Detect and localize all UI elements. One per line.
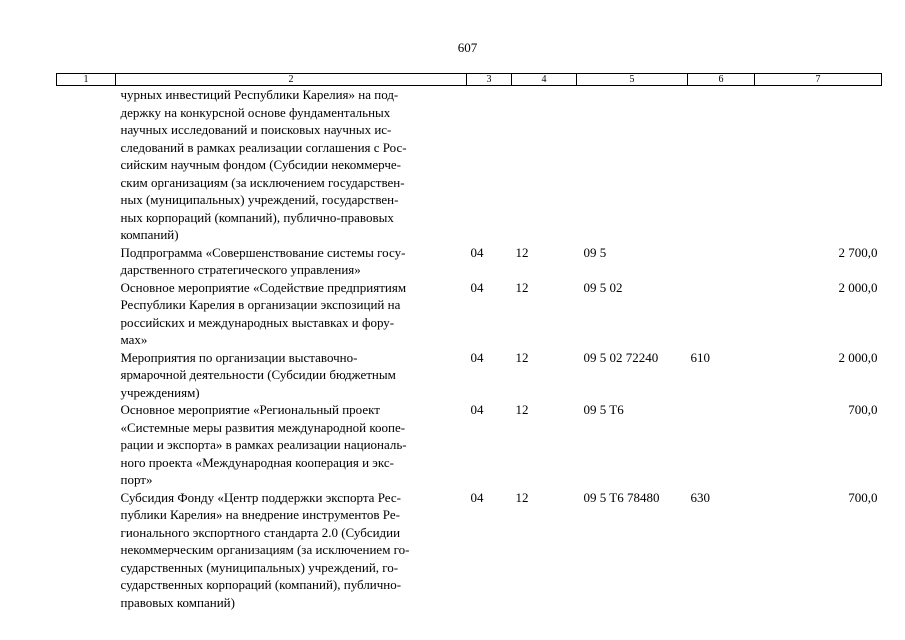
row-col-1 [57,401,116,489]
table-row [57,401,882,489]
header-col-7: 7 [755,74,882,86]
row-name: Субсидия Фонду «Центр поддержки экспорта Рес- публики Карелия» на внедрение инструментов Ре- гионального экспортного стандарта 2.0 (Субсидии некоммерческим организациям (за исключением го- сударственных (муниципальных) учреждений, го- сударственных корпораций (компаний), публично- правовых компаний) [120,489,410,610]
budget-table [56,73,882,611]
header-col-4: 4 [512,74,577,86]
row-name: Мероприятия по организации выставочно- ярмарочной деятельности (Субсидии бюджетным учреждениям) [120,349,396,400]
header-col-2: 2 [116,74,467,86]
header-col-1: 1 [57,74,116,86]
row-amount: 2 000,0 [838,349,878,365]
row-name: Основное мероприятие «Региональный проект «Системные меры развития международной коопе- рации и экспорта» в рамках реализации националь- ного проекта «Международная кооперация и экс- порт» [120,402,407,487]
table-body [57,86,882,612]
header-row [57,74,882,86]
row-amount: 2 700,0 [838,244,878,260]
row-subsection: 12 [515,402,529,417]
table-header [57,74,882,86]
row-section: 04 [470,349,484,365]
row-name: Основное мероприятие «Содействие предприятиям Республики Карелия в организации экспозиций на российских и международных выставках и фору- мах» [120,279,407,347]
row-target-code: 09 5 02 [583,279,623,295]
row-expense-type [688,401,755,489]
row-amount: 2 000,0 [838,279,878,295]
row-subsection: 12 [515,244,529,260]
row-target-code: 09 5 T6 [583,402,624,417]
row-section: 04 [470,489,484,505]
row-section: 04 [470,244,484,260]
row-col-1 [57,244,116,279]
header-col-3: 3 [467,74,512,86]
row-expense-type [688,86,755,244]
row-name: Подпрограмма «Совершенствование системы госу- дарственного стратегического управления» [120,244,406,277]
row-expense-type [688,279,755,349]
table-row [57,244,882,279]
page-number: 607 [457,40,478,55]
row-section [467,86,512,244]
row-amount: 700,0 [848,489,878,505]
table-row [57,349,882,402]
row-col-1 [57,86,116,244]
table-row [57,489,882,612]
row-subsection: 12 [515,279,529,295]
row-col-1 [57,349,116,402]
row-col-1 [57,489,116,612]
row-target-code: 09 5 02 72240 [583,349,659,365]
row-expense-type [688,244,755,279]
row-section: 04 [470,279,484,295]
row-expense-type: 610 [690,349,710,365]
row-amount [755,86,882,244]
header-col-6: 6 [688,74,755,86]
row-subsection: 12 [515,349,529,365]
row-col-1 [57,279,116,349]
table-row [57,86,882,244]
header-col-5: 5 [577,74,688,86]
row-amount: 700,0 [848,402,878,417]
row-section: 04 [470,402,484,417]
row-target-code [577,86,688,244]
table-row [57,279,882,349]
row-subsection: 12 [515,489,529,505]
row-target-code: 09 5 T6 78480 [583,489,660,505]
row-target-code: 09 5 [583,244,607,260]
row-name: чурных инвестиций Республики Карелия» на под- держку на конкурсной основе фундаментальных научных исследований и поисковых научных ис- следований в рамках реализации соглашения с Рос- сийским научным фондом (Субсидии некоммерче- ским организациям (за исключением государствен- ных (муниципальных) учреждений, государствен- ных корпораций (компаний), публично-правовых компаний) [120,87,407,242]
row-expense-type: 630 [690,489,710,505]
row-subsection [512,86,577,244]
